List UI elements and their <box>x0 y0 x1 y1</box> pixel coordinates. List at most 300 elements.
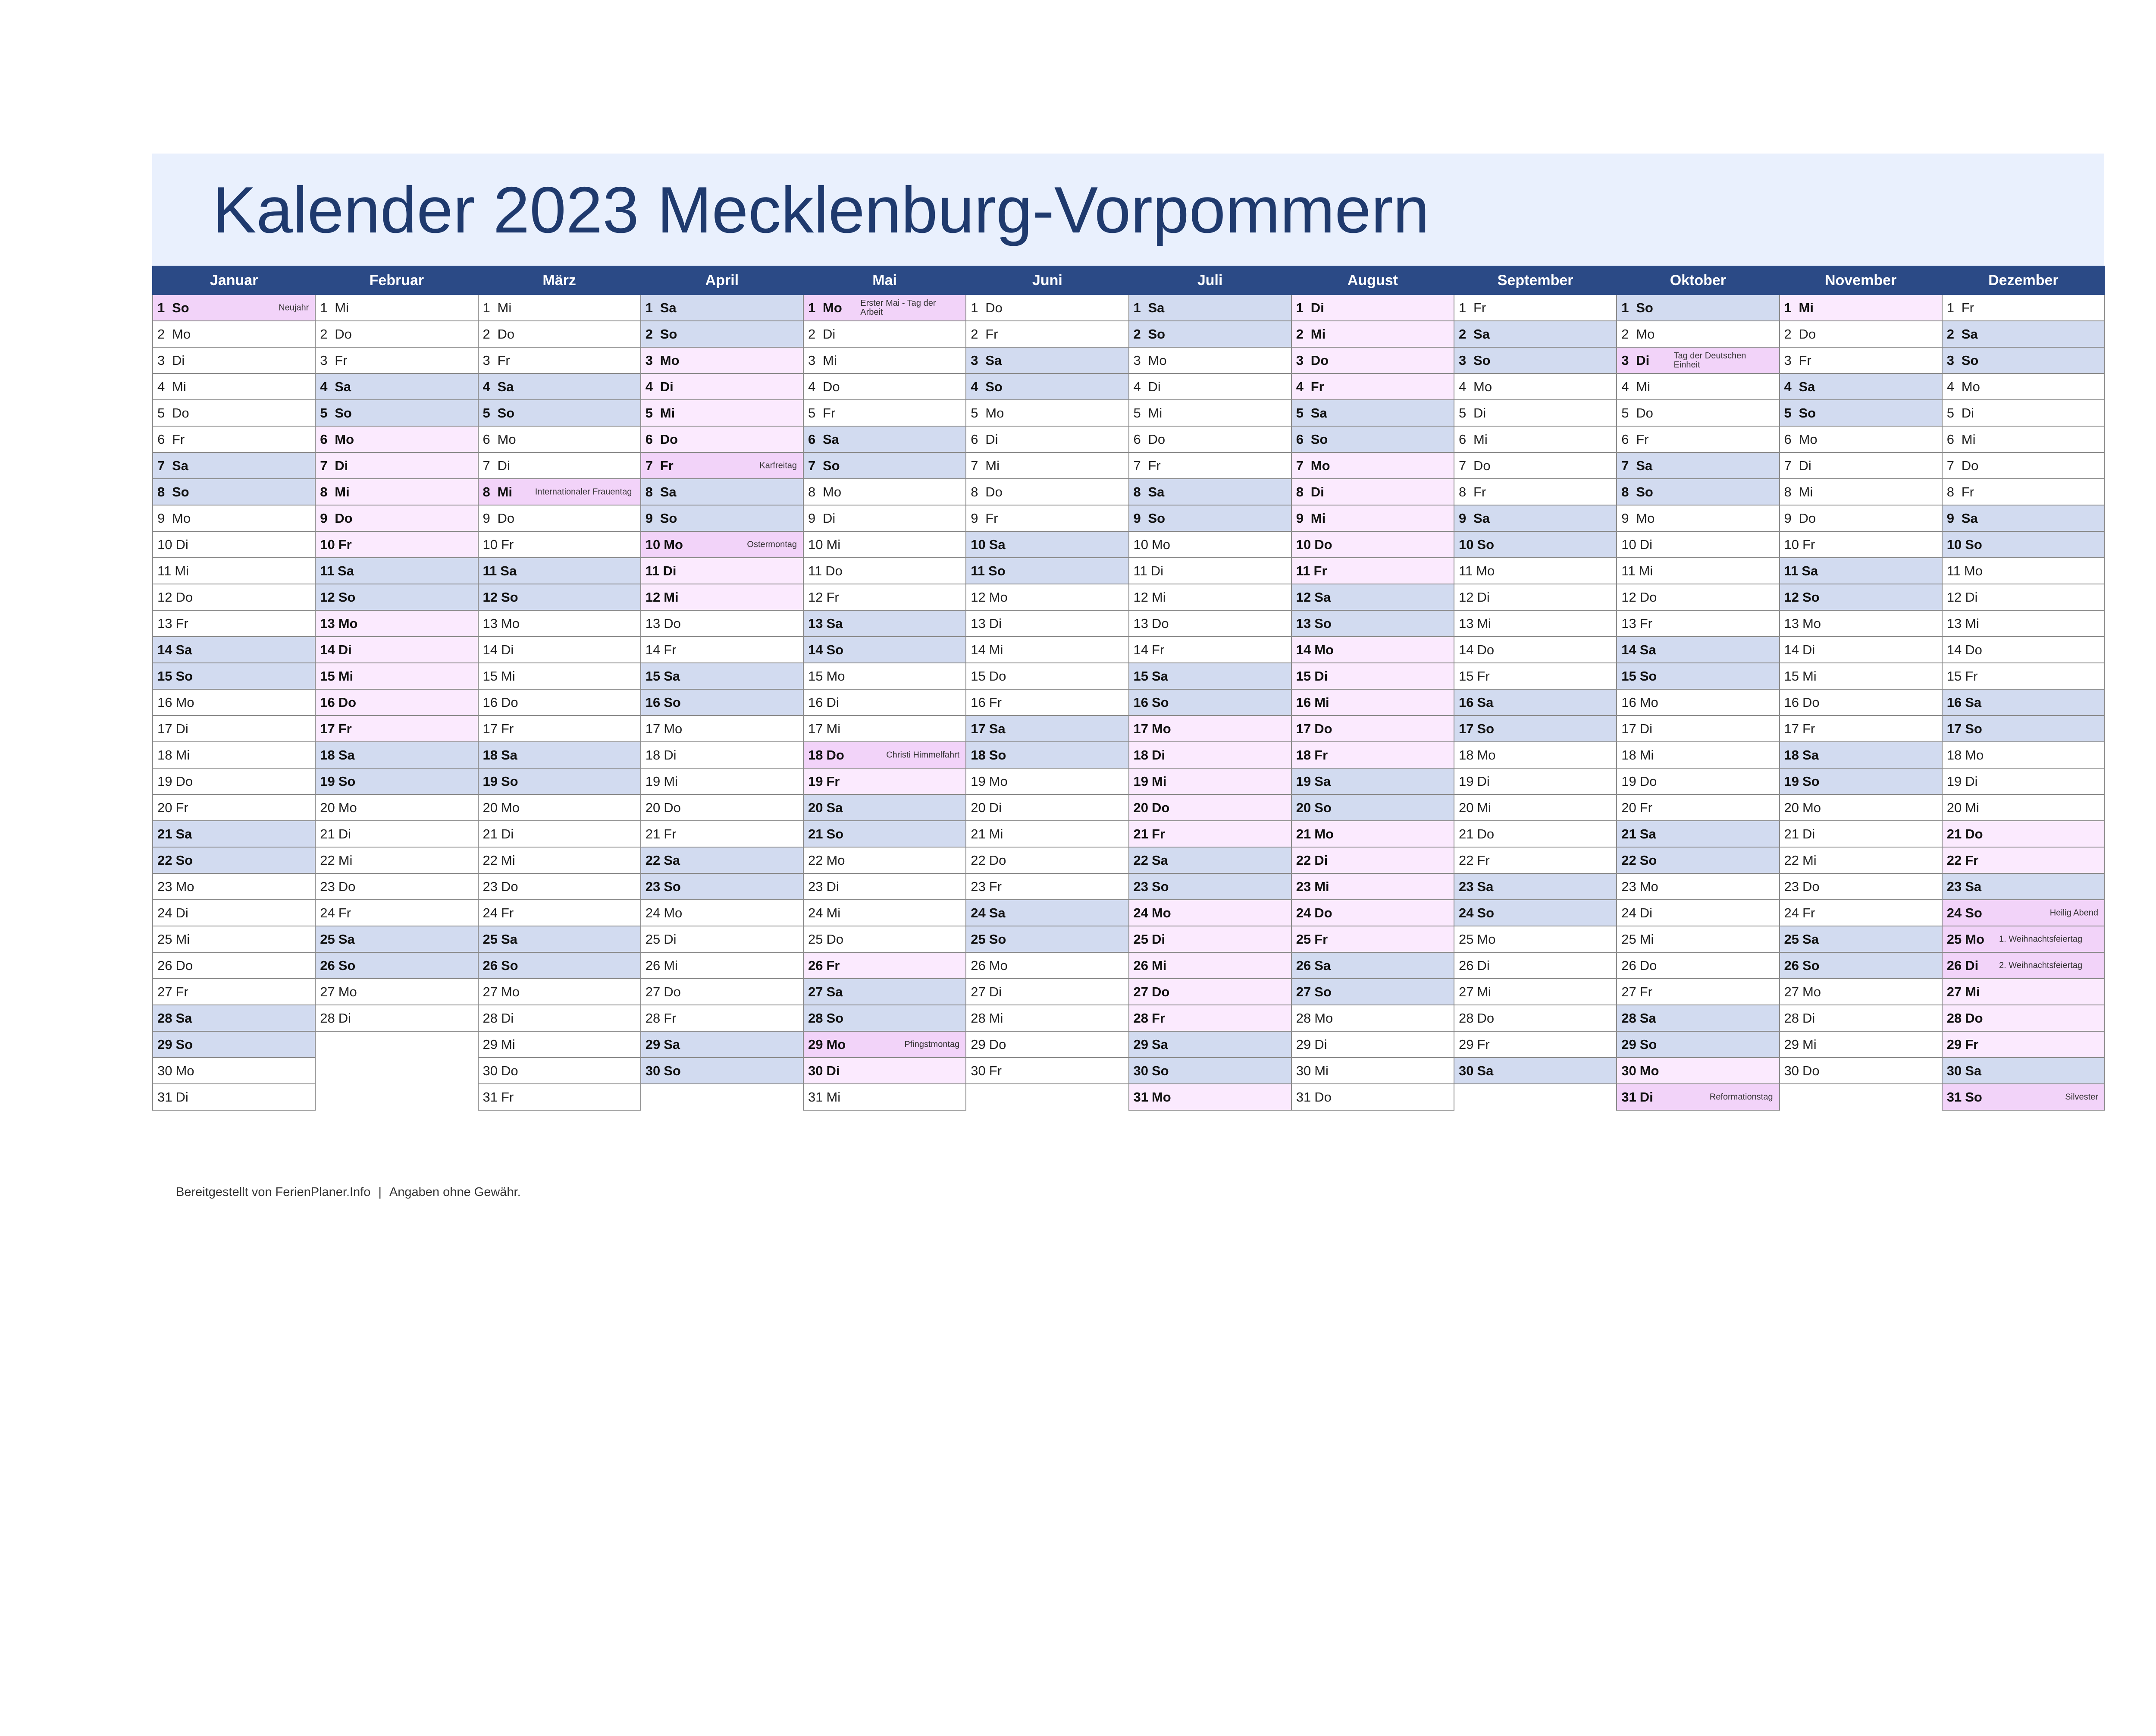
day-number: 3 <box>320 353 328 368</box>
day-cell <box>1291 1084 1454 1110</box>
day-number: 10 <box>971 537 986 552</box>
weekday-name: Mi <box>175 563 189 578</box>
day-number: 15 <box>1946 669 1962 684</box>
day-cell <box>1291 610 1454 637</box>
weekday-name: Sa <box>338 932 355 947</box>
weekday-name: So <box>497 405 515 421</box>
day-number: 8 <box>483 484 490 499</box>
day-number: 15 <box>1459 669 1474 684</box>
day-cell <box>315 1005 478 1031</box>
weekday-name: So <box>338 958 356 973</box>
day-number: 10 <box>1621 537 1636 552</box>
weekday-name: Do <box>1148 432 1166 447</box>
weekday-name: Mo <box>1151 537 1171 552</box>
day-cell <box>153 742 315 768</box>
day-number: 21 <box>483 826 498 841</box>
weekday-name: Di <box>338 826 351 841</box>
day-number: 23 <box>1784 879 1799 894</box>
day-row <box>153 426 2105 452</box>
weekday-name: Sa <box>335 379 351 394</box>
day-number: 29 <box>1459 1037 1474 1052</box>
weekday-name: Mi <box>1961 432 1976 447</box>
day-cell <box>315 374 478 400</box>
day-number: 8 <box>645 484 653 499</box>
day-number: 16 <box>645 695 661 710</box>
day-number: 2 <box>1784 326 1792 342</box>
weekday-name: Mo <box>501 800 520 815</box>
day-cell <box>803 505 966 531</box>
weekday-name: Do <box>660 432 678 447</box>
day-cell <box>641 637 803 663</box>
day-number: 10 <box>645 537 661 552</box>
weekday-name: Mi <box>985 458 1000 473</box>
day-number: 14 <box>808 642 823 657</box>
day-cell <box>966 1058 1128 1084</box>
weekday-name: Do <box>989 853 1006 868</box>
weekday-name: Sa <box>1799 379 1815 394</box>
day-cell <box>478 1005 641 1031</box>
month-header: Februar <box>315 266 478 295</box>
weekday-name: Di <box>1477 590 1490 605</box>
day-number: 16 <box>157 695 172 710</box>
day-cell <box>1780 742 1942 768</box>
day-cell <box>1942 768 2105 794</box>
day-cell <box>641 610 803 637</box>
weekday-name: Mo <box>175 879 194 894</box>
day-number: 18 <box>1621 747 1636 763</box>
day-number: 23 <box>1133 879 1148 894</box>
day-number: 14 <box>1296 642 1311 657</box>
weekday-name: Fr <box>1314 932 1328 947</box>
weekday-name: Fr <box>497 353 510 368</box>
day-cell <box>478 1031 641 1058</box>
weekday-name: Sa <box>497 379 514 394</box>
day-number: 12 <box>1621 590 1636 605</box>
weekday-name: Mo <box>1314 642 1334 657</box>
weekday-name: Sa <box>175 642 192 657</box>
weekday-name: Sa <box>1965 1063 1982 1078</box>
day-cell <box>1780 821 1942 847</box>
weekday-name: So <box>1151 879 1169 894</box>
day-number: 11 <box>1784 563 1799 578</box>
weekday-name: So <box>664 1063 681 1078</box>
day-number: 28 <box>645 1011 661 1026</box>
day-number: 6 <box>971 432 978 447</box>
day-number: 4 <box>645 379 653 394</box>
day-cell <box>1454 742 1617 768</box>
day-number: 4 <box>1784 379 1792 394</box>
day-number: 11 <box>483 563 497 578</box>
day-number: 29 <box>971 1037 986 1052</box>
day-cell <box>1129 558 1291 584</box>
day-cell <box>1129 531 1291 558</box>
day-number: 26 <box>1459 958 1474 973</box>
weekday-name: So <box>501 958 518 973</box>
holiday-label: Erster Mai - Tag der Arbeit <box>860 298 936 317</box>
day-number: 2 <box>971 326 978 342</box>
holiday-label: 1. Weihnachtsfeiertag <box>1999 934 2083 944</box>
day-number: 9 <box>645 511 653 526</box>
day-cell <box>1454 400 1617 426</box>
day-number: 15 <box>157 669 172 684</box>
day-cell <box>1942 295 2105 321</box>
day-number: 27 <box>1459 984 1474 999</box>
weekday-name: Di <box>501 1011 514 1026</box>
day-cell <box>641 347 803 374</box>
day-number: 12 <box>808 590 823 605</box>
day-cell <box>1942 400 2105 426</box>
day-cell <box>641 900 803 926</box>
day-cell <box>1454 374 1617 400</box>
weekday-name: Mo <box>1961 379 1980 394</box>
day-cell <box>153 374 315 400</box>
weekday-name: So <box>175 669 193 684</box>
weekday-name: Do <box>989 669 1006 684</box>
day-cell <box>1454 716 1617 742</box>
weekday-name: Mo <box>1799 432 1818 447</box>
day-number: 24 <box>1946 905 1962 920</box>
weekday-name: Mo <box>1477 932 1496 947</box>
day-cell <box>1291 663 1454 689</box>
day-number: 9 <box>808 511 816 526</box>
day-cell <box>1129 952 1291 979</box>
day-cell <box>641 531 803 558</box>
day-number: 31 <box>483 1089 498 1105</box>
day-row <box>153 637 2105 663</box>
day-cell <box>1780 900 1942 926</box>
day-number: 6 <box>157 432 165 447</box>
day-cell <box>803 821 966 847</box>
day-cell <box>1291 347 1454 374</box>
weekday-name: Fr <box>175 984 188 999</box>
weekday-name: Fr <box>338 537 352 552</box>
weekday-name: Di <box>1151 747 1165 763</box>
day-number: 15 <box>971 669 986 684</box>
day-number: 12 <box>320 590 335 605</box>
weekday-name: Di <box>985 432 998 447</box>
day-cell <box>478 873 641 900</box>
weekday-name: Mo <box>1639 695 1658 710</box>
day-cell <box>1291 900 1454 926</box>
day-cell <box>1780 479 1942 505</box>
day-cell <box>153 873 315 900</box>
day-cell <box>478 742 641 768</box>
weekday-name: Mi <box>497 484 512 499</box>
day-cell <box>478 979 641 1005</box>
holiday-label: Silvester <box>2065 1092 2098 1102</box>
day-number: 21 <box>1459 826 1474 841</box>
weekday-name: Di <box>497 458 510 473</box>
month-header: April <box>641 266 803 295</box>
weekday-name: So <box>1802 590 1820 605</box>
weekday-name: Fr <box>501 905 514 920</box>
weekday-name: Do <box>985 484 1003 499</box>
day-number: 1 <box>971 300 978 315</box>
day-number: 6 <box>1459 432 1467 447</box>
weekday-name: Sa <box>660 300 677 315</box>
day-row <box>153 400 2105 426</box>
day-cell <box>966 742 1128 768</box>
day-number: 1 <box>645 300 653 315</box>
weekday-name: Mi <box>175 932 190 947</box>
day-cell <box>315 794 478 821</box>
weekday-name: Do <box>1477 642 1495 657</box>
weekday-name: Di <box>663 563 677 578</box>
day-number: 4 <box>157 379 165 394</box>
weekday-name: Mo <box>823 300 842 315</box>
weekday-name: So <box>988 563 1006 578</box>
day-number: 27 <box>645 984 661 999</box>
weekday-name: Do <box>664 616 681 631</box>
weekday-name: Fr <box>1802 905 1815 920</box>
day-cell <box>1454 558 1617 584</box>
day-cell <box>1617 663 1779 689</box>
holiday-label: Ostermontag <box>747 540 797 549</box>
weekday-name: Mi <box>664 958 678 973</box>
day-cell <box>803 1084 966 1110</box>
weekday-name: Do <box>1151 800 1170 815</box>
weekday-name: Di <box>172 353 185 368</box>
day-number: 14 <box>320 642 335 657</box>
day-number: 22 <box>808 853 823 868</box>
weekday-name: Fr <box>985 511 998 526</box>
weekday-name: Mo <box>1802 616 1821 631</box>
weekday-name: Mo <box>989 590 1008 605</box>
day-number: 1 <box>1784 300 1792 315</box>
weekday-name: Sa <box>1477 695 1494 710</box>
weekday-name: Mo <box>338 616 358 631</box>
weekday-name: Mi <box>1314 879 1329 894</box>
weekday-name: Mi <box>1314 695 1329 710</box>
day-cell <box>315 716 478 742</box>
calendar-table <box>152 266 2105 1111</box>
month-header: März <box>478 266 641 295</box>
footer <box>176 1185 521 1199</box>
weekday-name: Sa <box>1961 326 1978 342</box>
day-cell <box>966 584 1128 610</box>
day-number: 19 <box>1296 774 1311 789</box>
day-number: 10 <box>808 537 823 552</box>
month-header: September <box>1454 266 1617 295</box>
day-number: 11 <box>157 563 172 578</box>
day-row <box>153 1084 2105 1110</box>
day-cell <box>1780 952 1942 979</box>
day-cell <box>1454 505 1617 531</box>
weekday-name: Di <box>1639 1089 1653 1105</box>
weekday-name: Fr <box>1965 1037 1979 1052</box>
weekday-name: Mi <box>335 300 349 315</box>
day-number: 19 <box>1621 774 1636 789</box>
weekday-name: Mo <box>1314 1011 1333 1026</box>
day-number: 25 <box>971 932 986 947</box>
day-number: 3 <box>1296 353 1304 368</box>
day-cell <box>1942 479 2105 505</box>
weekday-name: Mi <box>1636 379 1650 394</box>
holiday-label: Reformationstag <box>1709 1092 1773 1102</box>
day-cell <box>966 926 1128 952</box>
weekday-name: Fr <box>338 721 352 736</box>
holiday-label: Christi Himmelfahrt <box>886 750 960 760</box>
day-cell <box>1942 847 2105 873</box>
day-row <box>153 794 2105 821</box>
weekday-name: Do <box>501 1063 518 1078</box>
weekday-name: Mo <box>1802 984 1821 999</box>
day-cell <box>1291 505 1454 531</box>
day-cell <box>1617 716 1779 742</box>
weekday-name: Di <box>1639 905 1653 920</box>
day-cell <box>1780 347 1942 374</box>
day-cell <box>641 847 803 873</box>
day-number: 28 <box>1296 1011 1311 1026</box>
weekday-name: Di <box>1151 932 1165 947</box>
day-cell <box>315 689 478 716</box>
weekday-name: Di <box>175 905 188 920</box>
weekday-name: Di <box>989 800 1002 815</box>
day-number: 27 <box>157 984 172 999</box>
day-number: 24 <box>483 905 498 920</box>
day-cell <box>1129 610 1291 637</box>
day-number: 25 <box>157 932 172 947</box>
day-cell <box>803 742 966 768</box>
day-number: 29 <box>1946 1037 1962 1052</box>
day-cell <box>1129 821 1291 847</box>
day-number: 14 <box>157 642 172 657</box>
day-cell <box>1129 452 1291 479</box>
day-cell <box>641 768 803 794</box>
day-number: 7 <box>1784 458 1792 473</box>
day-cell <box>803 321 966 347</box>
weekday-name: So <box>1148 326 1166 342</box>
day-cell <box>1291 1058 1454 1084</box>
empty-cell <box>641 1084 803 1110</box>
day-number: 2 <box>320 326 328 342</box>
day-cell <box>1454 321 1617 347</box>
day-number: 30 <box>971 1063 986 1078</box>
day-cell <box>803 637 966 663</box>
weekday-name: Fr <box>1636 432 1649 447</box>
day-cell <box>153 821 315 847</box>
day-cell <box>966 794 1128 821</box>
weekday-name: Fr <box>501 1089 514 1105</box>
weekday-name: Di <box>826 695 839 710</box>
weekday-name: Fr <box>989 695 1002 710</box>
day-cell <box>1454 794 1617 821</box>
day-cell <box>1780 794 1942 821</box>
weekday-name: Do <box>985 300 1003 315</box>
day-cell <box>478 452 641 479</box>
weekday-name: Do <box>1802 1063 1820 1078</box>
weekday-name: So <box>172 300 189 315</box>
holiday-label: Neujahr <box>279 303 309 312</box>
day-cell <box>966 610 1128 637</box>
day-number: 20 <box>157 800 172 815</box>
day-cell <box>1129 1031 1291 1058</box>
weekday-name: So <box>1802 774 1820 789</box>
day-cell <box>803 900 966 926</box>
day-number: 19 <box>808 774 823 789</box>
day-number: 13 <box>1784 616 1799 631</box>
weekday-name: Do <box>497 326 515 342</box>
weekday-name: So <box>1477 905 1495 920</box>
day-number: 17 <box>645 721 661 736</box>
day-number: 13 <box>1133 616 1148 631</box>
day-number: 21 <box>320 826 335 841</box>
day-number: 22 <box>1296 853 1311 868</box>
day-number: 12 <box>483 590 498 605</box>
weekday-name: Fr <box>1639 616 1652 631</box>
empty-cell <box>1780 1084 1942 1110</box>
day-cell <box>153 558 315 584</box>
day-number: 22 <box>1946 853 1962 868</box>
weekday-name: Sa <box>1473 326 1490 342</box>
day-cell <box>1129 295 1291 321</box>
day-cell <box>1291 873 1454 900</box>
holiday-label: Heilig Abend <box>2049 908 2098 917</box>
weekday-name: Di <box>1636 353 1650 368</box>
day-number: 14 <box>1133 642 1148 657</box>
weekday-name: Fr <box>1639 800 1652 815</box>
weekday-name: Fr <box>826 958 840 973</box>
weekday-name: Di <box>1802 642 1815 657</box>
day-cell <box>803 768 966 794</box>
day-cell <box>1454 689 1617 716</box>
day-cell <box>1291 689 1454 716</box>
day-row <box>153 1058 2105 1084</box>
day-cell <box>966 689 1128 716</box>
day-cell <box>1617 452 1779 479</box>
day-cell <box>1617 926 1779 952</box>
day-number: 27 <box>808 984 823 999</box>
day-number: 25 <box>1621 932 1636 947</box>
weekday-name: So <box>826 826 844 841</box>
weekday-name: Do <box>1799 511 1816 526</box>
day-cell <box>1291 794 1454 821</box>
day-number: 6 <box>320 432 328 447</box>
weekday-name: Mo <box>338 984 357 999</box>
day-cell <box>803 1031 966 1058</box>
weekday-name: Mo <box>175 695 194 710</box>
holiday-label: Karfreitag <box>759 461 797 470</box>
weekday-name: Fr <box>1965 669 1978 684</box>
day-cell <box>1780 505 1942 531</box>
day-number: 14 <box>1946 642 1962 657</box>
weekday-name: Sa <box>1473 511 1490 526</box>
day-number: 13 <box>320 616 335 631</box>
holiday-label: Pfingstmontag <box>904 1039 960 1049</box>
weekday-name: Mo <box>172 511 191 526</box>
weekday-name: Mo <box>1151 905 1171 920</box>
footer-separator: | <box>378 1185 382 1199</box>
weekday-name: Mi <box>501 669 515 684</box>
day-number: 10 <box>320 537 335 552</box>
weekday-name: Mo <box>664 537 683 552</box>
day-cell <box>1617 689 1779 716</box>
day-cell <box>478 847 641 873</box>
day-cell <box>1942 452 2105 479</box>
day-number: 31 <box>808 1089 823 1105</box>
day-row <box>153 479 2105 505</box>
day-number: 29 <box>645 1037 661 1052</box>
day-number: 17 <box>320 721 335 736</box>
weekday-name: So <box>660 511 677 526</box>
day-number: 14 <box>1459 642 1474 657</box>
day-cell <box>641 321 803 347</box>
weekday-name: Do <box>1961 458 1979 473</box>
day-number: 8 <box>1133 484 1141 499</box>
weekday-name: Sa <box>1314 590 1331 605</box>
day-number: 12 <box>1946 590 1962 605</box>
month-header: Oktober <box>1617 266 1779 295</box>
